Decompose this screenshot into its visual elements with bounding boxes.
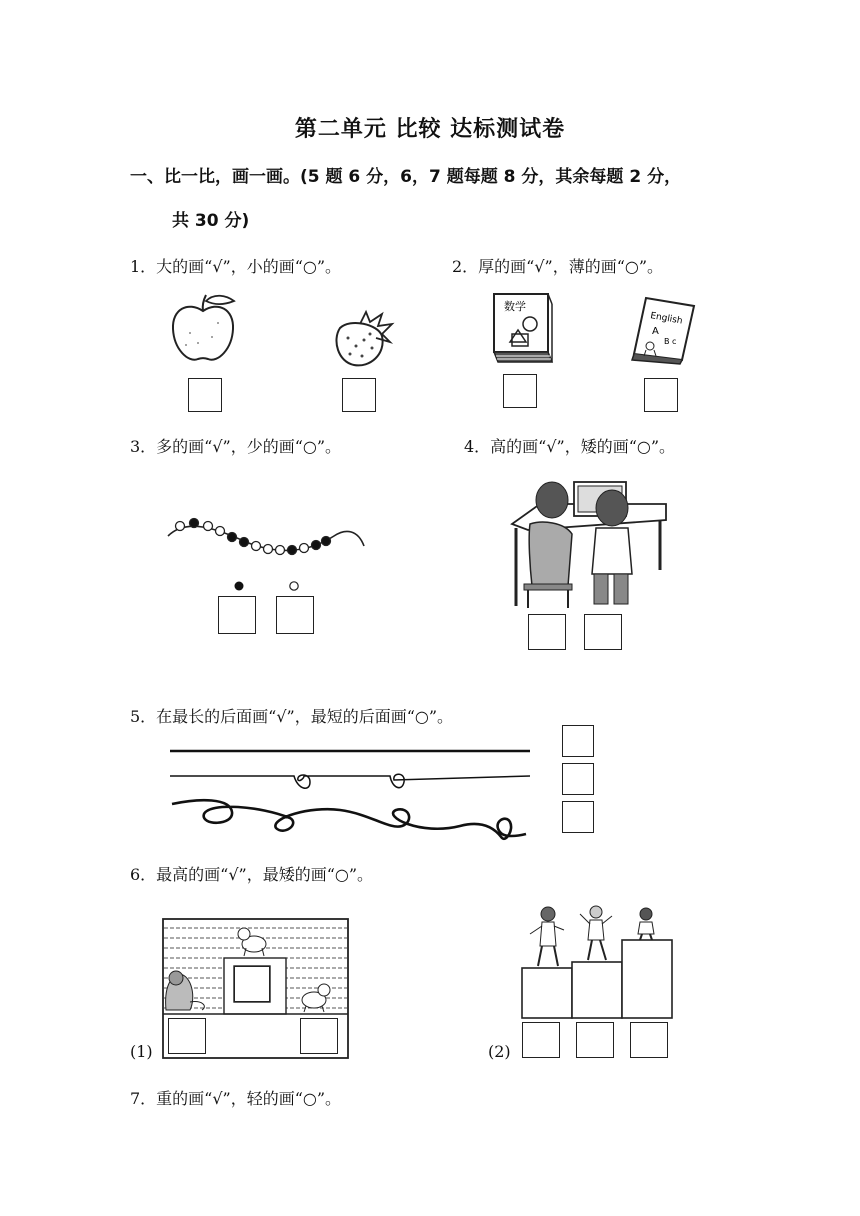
answer-box-cat[interactable] [168,1018,206,1054]
straight-line-icon [170,748,532,754]
question-1: 1．大的画“√”，小的画“○”。 [130,257,342,276]
page-title: 第二单元 比较 达标测试卷 [294,117,566,142]
black-bead-icon [234,581,244,591]
answer-box-child-1[interactable] [522,1022,560,1058]
white-bead-icon [289,581,299,591]
answer-box-apple[interactable] [188,378,222,412]
math-book-icon [490,290,556,366]
svg-text:B c: B c [664,337,677,346]
question-6: 6．最高的画“√”，最矮的画“○”。 [130,865,374,884]
question-5: 5．在最长的后面画“√”，最短的后面画“○”。 [130,707,454,726]
answer-box-white-beads[interactable] [276,596,314,634]
q6-part2-label: (2) [488,1042,511,1061]
children-desk-icon [508,478,670,610]
english-book-icon [628,296,698,364]
english-book-label: English [649,311,684,327]
answer-box-math-book[interactable] [503,374,537,408]
child-3-icon [638,908,654,940]
answer-box-child-3[interactable] [630,1022,668,1058]
answer-box-child-left[interactable] [528,614,566,650]
answer-box-shelf-middle [234,966,270,1002]
answer-box-black-beads[interactable] [218,596,256,634]
math-book-label: 数学 [504,300,526,313]
answer-box-line-1[interactable] [562,725,594,757]
strawberry-icon [330,310,396,368]
section-heading-line2: 共 30 分) [172,211,250,231]
answer-box-strawberry[interactable] [342,378,376,412]
answer-box-child-2[interactable] [576,1022,614,1058]
section-heading-line1: 一、比一比，画一画。(5 题 6 分，6，7 题每题 8 分，其余每题 2 分， [130,167,682,187]
apple-icon [168,293,238,365]
child-2-icon [580,906,612,960]
answer-box-english-book[interactable] [644,378,678,412]
question-2: 2．厚的画“√”，薄的画“○”。 [452,257,664,276]
answer-box-line-2[interactable] [562,763,594,795]
children-on-blocks-icon [520,900,674,1020]
looped-line-icon [170,770,532,798]
curly-line-icon [170,796,530,844]
answer-box-dog-right[interactable] [300,1018,338,1054]
answer-box-line-3[interactable] [562,801,594,833]
q6-part1-label: (1) [130,1042,153,1061]
bead-string-icon [166,516,366,562]
answer-box-child-right[interactable] [584,614,622,650]
question-7: 7．重的画“√”，轻的画“○”。 [130,1089,342,1108]
question-4: 4．高的画“√”，矮的画“○”。 [464,437,676,456]
child-1-icon [530,907,564,966]
svg-text:A: A [652,326,659,337]
question-3: 3．多的画“√”，少的画“○”。 [130,437,342,456]
